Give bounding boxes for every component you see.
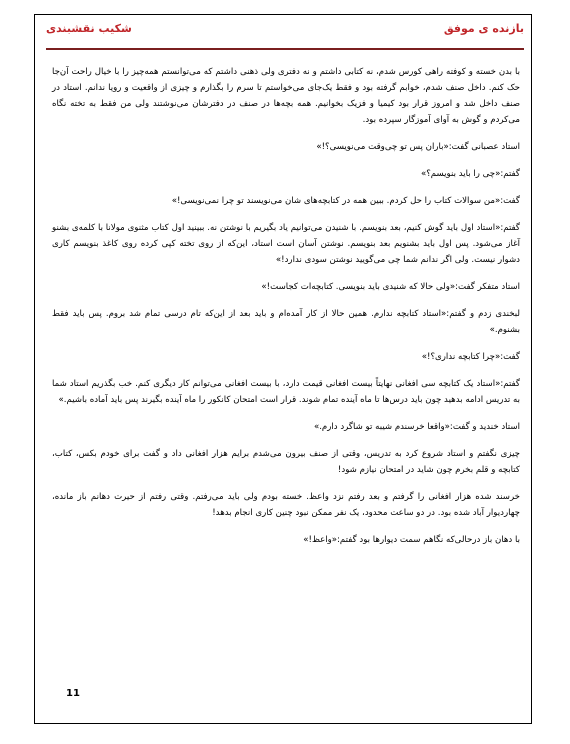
paragraph: چیزی نگفتم و استاد شروع کرد به تدریس، وقتی از صنف بیرون می‌شدم برایم هزار افغانی داد و گفت برای خودم بکس، کتاب، کتابچه و قلم بخرم چون شاید در امتحان نیازم شود!	[52, 449, 520, 475]
paragraph: خرسند شده هزار افغانی را گرفتم و بعد رفتم نزد واعظ. خسته بودم ولی باید می‌رفتم. وقتی رفتم از حیرت دهانم باز مانده، چهاردیوار آباد شده بود. در دو ساعت محدود، یک نفر ممکن نبود چنین کاری انجام بدهد!	[52, 492, 520, 518]
book-title: بازنده ی موفق	[443, 22, 524, 35]
paragraph: گفتم:«استاد اول باید گوش کنیم، بعد بنویسم. با شنیدن می‌توانیم یاد بگیریم با نوشتن نه. ببینید اول کتاب مثنوی مولانا با کلمه‌ی بشنو آغاز می‌شود. پس اول باید بشنویم بعد بنویسم. نوشتن آسان است استاد، این‌که از روی تخته کپی کرده روی کاغذ بنویسم کاری دشوار نیست. ولی اگر ندانم شما چی می‌گویید نوشتن سودی ندارد!»	[52, 223, 520, 265]
page-header	[46, 22, 524, 50]
paragraph: لبخندی زدم و گفتم:«استاد کتابچه ندارم. همین حالا از کار آمده‌ام و باید بعد از این‌که تام درسی تمام شد بروم. پس باید فقط بشنوم.»	[52, 309, 520, 335]
paragraph: گفتم:«استاد یک کتابچه سی افغانی نهایتاً بیست افغانی قیمت دارد، با بیست افغانی می‌توانم کار دیگری کنم. خب بگذریم استاد شما به تدریس ادامه بدهید چون باید درس‌ها تا ماه آینده تمام شوند. قرار است امتحان کانکور را ماه آینده بگیرند پس باید آماده باشیم.»	[52, 379, 520, 405]
author-name: شکیب نقشبندی	[46, 22, 132, 35]
paragraph: با دهان باز درحالی‌که نگاهم سمت دیوارها بود گفتم:«واعظ!»	[303, 535, 520, 545]
paragraph: استاد متفکر گفت:«ولی حالا که شنیدی باید بنویسی. کتابچه‌ات کجاست!»	[261, 282, 520, 292]
paragraph: استاد خندید و گفت:«واقعا خرسندم شیبه تو شاگرد دارم.»	[313, 422, 520, 432]
page-number: 11	[66, 688, 80, 699]
paragraph: با بدن خسته و کوفته راهی کورس شدم، نه کتابی داشتم و نه دفتری ولی ذهنی داشتم که می‌توانستم همه‌چیز را با خیال راحت آن‌جا حک کنم. داخل صنف شدم، خوابم گرفته بود و فقط یک‌جای می‌خواستم تا سرم را بگذارم و چیزی از واقعیت و رویا ندانم. استاد در صنف داخل شد و امروز قرار بود کیمیا و فزیک بخوانیم. همه بچه‌ها در صنف در دفترشان می‌نوشتند ولی من فقط به تخته نگاه می‌کردم و گوش به آوای آموزگار سپرده بود.	[52, 67, 520, 125]
paragraph: گفت:«چرا کتابچه نداری؟!»	[421, 352, 520, 362]
paragraph: گفت:«من سوالات کتاب را حل کردم. ببین همه در کتابچه‌های شان می‌نویسند تو چرا نمی‌نویسی!»	[171, 196, 520, 206]
paragraph: گفتم:«چی را باید بنویسم؟»	[420, 169, 520, 179]
paragraph: استاد عصبانی گفت:«باران پس تو چی‌وقت می‌نویسی؟!»	[316, 142, 520, 152]
page-body	[52, 64, 520, 559]
